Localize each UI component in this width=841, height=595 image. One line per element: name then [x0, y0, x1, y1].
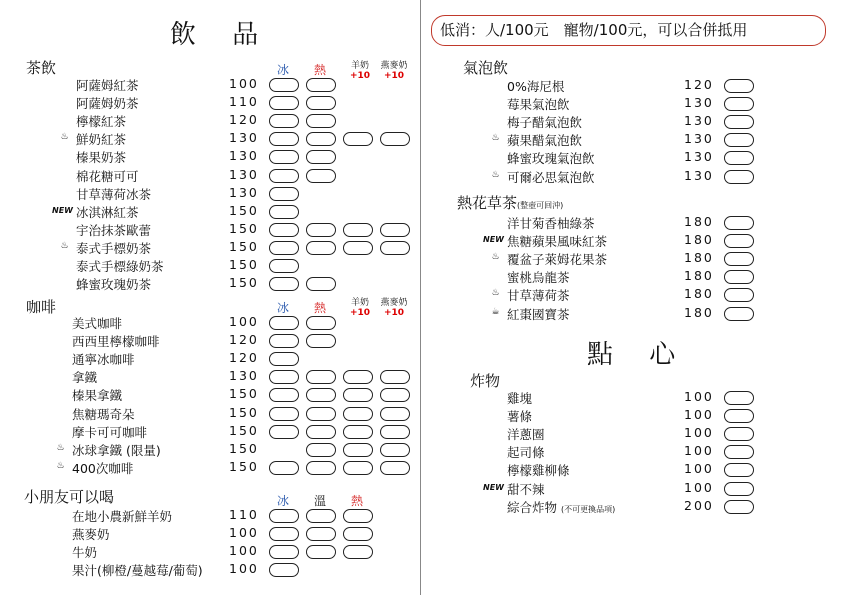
- coffee-item-price: 100: [229, 314, 259, 329]
- kids-item-name: 果汁(柳橙/蔓越莓/葡萄): [72, 563, 203, 578]
- tea-option-checkbox[interactable]: [380, 223, 410, 237]
- fried-option-checkbox[interactable]: [724, 427, 754, 441]
- tea-option-checkbox[interactable]: [269, 78, 299, 92]
- fried-item-price: 100: [684, 407, 714, 423]
- fried-item-name: 洋蔥圈: [507, 427, 545, 443]
- tea-item-name: 榛果奶茶: [76, 150, 127, 166]
- coffee-item-name: 西西里檸檬咖啡: [72, 334, 160, 350]
- hot-badge-icon: ♨: [56, 460, 65, 471]
- hot-badge-icon: ♨: [491, 133, 500, 144]
- tea-option-checkbox[interactable]: [306, 241, 336, 255]
- tea-item-name: 泰式手標奶茶: [76, 240, 152, 256]
- tea-option-checkbox[interactable]: [269, 259, 299, 273]
- tea-option-checkbox[interactable]: [269, 205, 299, 219]
- tea-item-price: 150: [229, 238, 259, 254]
- tea-option-checkbox[interactable]: [269, 277, 299, 291]
- coffee-option-checkbox[interactable]: [380, 370, 410, 384]
- herbal-item-price: 180: [684, 214, 714, 229]
- coffee-item-price: 120: [229, 350, 259, 366]
- coffee-option-checkbox[interactable]: [306, 388, 336, 402]
- coffee-option-checkbox[interactable]: [343, 370, 373, 384]
- kids-item-price: 100: [229, 561, 259, 576]
- coffee-option-checkbox[interactable]: [380, 461, 410, 475]
- herbal-item-price: 180: [684, 286, 714, 302]
- herbal-item-name: 覆盆子萊姆花果茶: [507, 252, 608, 268]
- tea-option-checkbox[interactable]: [306, 114, 336, 128]
- new-badge-icon: NEW: [483, 482, 504, 492]
- tea-option-checkbox[interactable]: [269, 241, 299, 255]
- tea-heading: 茶飲: [26, 59, 57, 77]
- sparkling-item-name: 莓果氣泡飲: [507, 97, 570, 113]
- fried-item-price: 100: [684, 443, 714, 459]
- tea-item-price: 130: [229, 166, 259, 182]
- kids-option-checkbox[interactable]: [269, 509, 299, 523]
- kids-option-checkbox[interactable]: [269, 527, 299, 541]
- fried-item-name: 甜不辣: [507, 481, 545, 497]
- hot-badge-icon: ♨: [60, 240, 69, 251]
- tea-item-price: 130: [229, 184, 259, 200]
- kids-option-checkbox[interactable]: [269, 563, 299, 577]
- tea-option-checkbox[interactable]: [306, 96, 336, 110]
- coffee-heading: 咖啡: [26, 298, 57, 316]
- herbal-item-price: 180: [684, 268, 714, 284]
- tea-item-name: 阿薩姆紅茶: [76, 78, 139, 93]
- tea-item-price: 150: [229, 220, 259, 236]
- coffee-item-price: 150: [229, 422, 259, 438]
- tea-col-oat: 燕麥奶 +10: [380, 61, 408, 81]
- fried-item-note: (不可更換品項): [561, 504, 616, 514]
- minimum-charge-notice: 低消：人/100元 寵物/100元，可以合併抵用: [431, 15, 826, 46]
- coffee-item-name: 400次咖啡: [72, 460, 134, 476]
- coffee-option-checkbox[interactable]: [380, 425, 410, 439]
- coffee-option-checkbox[interactable]: [269, 316, 299, 330]
- sparkling-item-name: 可爾必思氣泡飲: [507, 169, 595, 185]
- tea-item-name: 冰淇淋紅茶: [76, 204, 139, 220]
- sparkling-option-checkbox[interactable]: [724, 133, 754, 147]
- sparkling-item-price: 130: [684, 149, 714, 165]
- tea-option-checkbox[interactable]: [343, 132, 373, 146]
- coffee-item-price: 150: [229, 440, 259, 456]
- kids-option-checkbox[interactable]: [306, 509, 336, 523]
- herbal-option-checkbox[interactable]: [724, 234, 754, 248]
- hot-badge-icon: ♨: [60, 132, 69, 143]
- fried-heading: 炸物: [470, 372, 501, 390]
- coffee-option-checkbox[interactable]: [269, 334, 299, 348]
- kids-item-name: 燕麥奶: [72, 527, 110, 542]
- tea-item-name: 甘草薄荷冰茶: [76, 186, 152, 202]
- coffee-option-checkbox[interactable]: [306, 407, 336, 421]
- tea-item-price: 120: [229, 112, 259, 128]
- coffee-col-goat: 羊奶 +10: [349, 298, 371, 318]
- coffee-option-checkbox[interactable]: [380, 407, 410, 421]
- tea-option-checkbox[interactable]: [343, 223, 373, 237]
- herbal-item-price: 180: [684, 232, 714, 248]
- herbal-item-name: 洋甘菊香柚綠茶: [507, 216, 595, 231]
- sparkling-option-checkbox[interactable]: [724, 97, 754, 111]
- fried-item-name: 雞塊: [507, 391, 533, 406]
- coffee-item-name: 榛果拿鐵: [72, 388, 123, 404]
- coffee-option-checkbox[interactable]: [269, 370, 299, 384]
- coffee-option-checkbox[interactable]: [269, 388, 299, 402]
- tea-option-checkbox[interactable]: [269, 150, 299, 164]
- coffee-option-checkbox[interactable]: [269, 407, 299, 421]
- fried-item-name: 起司條: [507, 445, 545, 461]
- fried-item-price: 100: [684, 389, 714, 404]
- tea-item-name: 檸檬紅茶: [76, 114, 127, 130]
- kids-item-name: 在地小農新鮮羊奶: [72, 509, 173, 524]
- coffee-item-name: 通寧冰咖啡: [72, 352, 135, 368]
- coffee-option-checkbox[interactable]: [306, 370, 336, 384]
- coffee-item-name: 拿鐵: [72, 370, 98, 386]
- coffee-option-checkbox[interactable]: [380, 388, 410, 402]
- kids-col-warm: 溫: [314, 494, 327, 508]
- sparkling-item-name: 蘋果醋氣泡飲: [507, 133, 583, 149]
- hot-badge-icon: ♨: [56, 442, 65, 453]
- herbal-item-name: 焦糖蘋果風味紅茶: [507, 234, 608, 250]
- coffee-item-price: 130: [229, 368, 259, 384]
- tea-option-checkbox[interactable]: [306, 78, 336, 92]
- tea-option-checkbox[interactable]: [306, 150, 336, 164]
- herbal-option-checkbox[interactable]: [724, 307, 754, 321]
- fried-option-checkbox[interactable]: [724, 445, 754, 459]
- tea-item-name: 泰式手標綠奶茶: [76, 259, 164, 274]
- tea-item-name: 鮮奶紅茶: [76, 132, 127, 148]
- coffee-col-hot: 熱: [314, 301, 327, 315]
- sparkling-item-name: 0%海尼根: [507, 79, 565, 94]
- herbal-item-name: 蜜桃烏龍茶: [507, 270, 570, 286]
- fried-item-price: 200: [684, 497, 714, 513]
- tea-option-checkbox[interactable]: [306, 223, 336, 237]
- sparkling-option-checkbox[interactable]: [724, 151, 754, 165]
- tea-option-checkbox[interactable]: [269, 169, 299, 183]
- sparkling-item-price: 130: [684, 95, 714, 111]
- coffee-col-oat: 燕麥奶 +10: [380, 298, 408, 318]
- fried-option-checkbox[interactable]: [724, 482, 754, 496]
- coffee-option-checkbox[interactable]: [269, 461, 299, 475]
- tea-option-checkbox[interactable]: [306, 277, 336, 291]
- herbal-item-price: 180: [684, 304, 714, 320]
- tea-option-checkbox[interactable]: [380, 241, 410, 255]
- tea-option-checkbox[interactable]: [306, 169, 336, 183]
- snacks-title: 點 心: [587, 340, 690, 370]
- tea-item-price: 110: [229, 94, 259, 110]
- fried-item-price: 100: [684, 425, 714, 441]
- tea-option-checkbox[interactable]: [269, 223, 299, 237]
- tea-option-checkbox[interactable]: [269, 187, 299, 201]
- coffee-item-name: 焦糖瑪奇朵: [72, 406, 135, 422]
- column-divider: [420, 0, 421, 595]
- tea-item-price: 130: [229, 148, 259, 164]
- kids-item-price: 100: [229, 525, 259, 540]
- coffee-item-name: 摩卡可可咖啡: [72, 424, 148, 440]
- tea-item-name: 蜂蜜玫瑰奶茶: [76, 277, 152, 293]
- coffee-option-checkbox[interactable]: [343, 425, 373, 439]
- hot-badge-icon: ♨: [491, 169, 500, 180]
- kids-option-checkbox[interactable]: [343, 545, 373, 559]
- new-badge-icon: NEW: [52, 205, 73, 215]
- coffee-option-checkbox[interactable]: [343, 461, 373, 475]
- hot-badge-icon: ♨: [491, 252, 500, 263]
- kids-option-checkbox[interactable]: [343, 527, 373, 541]
- coffee-option-checkbox[interactable]: [306, 425, 336, 439]
- coffee-option-checkbox[interactable]: [343, 388, 373, 402]
- fried-item-name: 薯條: [507, 409, 533, 425]
- herbal-option-checkbox[interactable]: [724, 252, 754, 266]
- herbal-item-name: 甘草薄荷茶: [507, 288, 570, 304]
- tea-col-ice: 冰: [277, 63, 290, 77]
- sparkling-item-price: 130: [684, 131, 714, 147]
- sparkling-option-checkbox[interactable]: [724, 79, 754, 93]
- fried-item-price: 100: [684, 479, 714, 495]
- kids-col-hot: 熱: [351, 494, 364, 508]
- fried-option-checkbox[interactable]: [724, 409, 754, 423]
- coffee-option-checkbox[interactable]: [380, 443, 410, 457]
- fried-item-name: 綜合炸物 (不可更換品項): [507, 499, 616, 515]
- herbal-item-name: 紅棗國寶茶: [507, 306, 570, 322]
- fried-item-price: 100: [684, 461, 714, 477]
- coffee-item-name: 美式咖啡: [72, 316, 123, 331]
- tea-item-name: 棉花糖可可: [76, 168, 139, 184]
- kids-heading: 小朋友可以喝: [24, 488, 115, 506]
- kids-item-name: 牛奶: [72, 545, 98, 560]
- sparkling-item-price: 130: [684, 113, 714, 129]
- kids-item-price: 100: [229, 543, 259, 558]
- coffee-item-price: 150: [229, 386, 259, 402]
- herbal-option-checkbox[interactable]: [724, 216, 754, 230]
- coffee-option-checkbox[interactable]: [269, 425, 299, 439]
- coffee-option-checkbox[interactable]: [306, 443, 336, 457]
- herbal-option-checkbox[interactable]: [724, 270, 754, 284]
- kids-option-checkbox[interactable]: [306, 545, 336, 559]
- kids-item-price: 110: [229, 507, 259, 522]
- fried-item-name: 檸檬雞柳條: [507, 463, 570, 479]
- kids-option-checkbox[interactable]: [343, 509, 373, 523]
- coffee-option-checkbox[interactable]: [343, 443, 373, 457]
- herbal-heading: 熱花草茶(整壺可回沖): [457, 194, 564, 212]
- tea-item-price: 130: [229, 130, 259, 146]
- sparkling-item-name: 梅子醋氣泡飲: [507, 115, 583, 131]
- tea-option-checkbox[interactable]: [269, 96, 299, 110]
- tea-item-name: 宇治抹茶歐蕾: [76, 222, 152, 238]
- herbal-item-price: 180: [684, 250, 714, 266]
- tea-option-checkbox[interactable]: [269, 132, 299, 146]
- tea-option-checkbox[interactable]: [343, 241, 373, 255]
- sparkling-heading: 氣泡飲: [463, 59, 509, 77]
- tea-item-price: 150: [229, 275, 259, 291]
- tea-option-checkbox[interactable]: [380, 132, 410, 146]
- kids-col-ice: 冰: [277, 494, 290, 508]
- hot-badge-icon: ♨: [491, 288, 500, 299]
- coffee-option-checkbox[interactable]: [306, 461, 336, 475]
- tea-option-checkbox[interactable]: [269, 114, 299, 128]
- coffee-option-checkbox[interactable]: [306, 316, 336, 330]
- tea-item-price: 150: [229, 257, 259, 272]
- fried-option-checkbox[interactable]: [724, 500, 754, 514]
- fried-option-checkbox[interactable]: [724, 391, 754, 405]
- tea-option-checkbox[interactable]: [306, 132, 336, 146]
- coffee-col-ice: 冰: [277, 301, 290, 315]
- sparkling-option-checkbox[interactable]: [724, 115, 754, 129]
- tea-item-price: 100: [229, 76, 259, 91]
- tea-item-name: 阿薩姆奶茶: [76, 96, 139, 112]
- kids-option-checkbox[interactable]: [306, 527, 336, 541]
- cup-icon: ☕: [491, 306, 500, 317]
- sparkling-option-checkbox[interactable]: [724, 170, 754, 184]
- herbal-option-checkbox[interactable]: [724, 288, 754, 302]
- coffee-option-checkbox[interactable]: [269, 352, 299, 366]
- sparkling-item-price: 130: [684, 167, 714, 183]
- new-badge-icon: NEW: [483, 235, 504, 245]
- coffee-option-checkbox[interactable]: [343, 407, 373, 421]
- fried-option-checkbox[interactable]: [724, 463, 754, 477]
- coffee-item-price: 120: [229, 332, 259, 348]
- kids-option-checkbox[interactable]: [269, 545, 299, 559]
- coffee-option-checkbox[interactable]: [306, 334, 336, 348]
- sparkling-item-name: 蜂蜜玫瑰氣泡飲: [507, 151, 595, 167]
- tea-col-goat: 羊奶 +10: [349, 61, 371, 81]
- coffee-item-price: 150: [229, 404, 259, 420]
- tea-item-price: 150: [229, 202, 259, 218]
- tea-col-hot: 熱: [314, 63, 327, 77]
- coffee-item-name: 冰球拿鐵 (限量): [72, 442, 161, 458]
- drinks-title: 飲 品: [170, 20, 273, 50]
- sparkling-item-price: 120: [684, 77, 714, 92]
- coffee-item-price: 150: [229, 458, 259, 474]
